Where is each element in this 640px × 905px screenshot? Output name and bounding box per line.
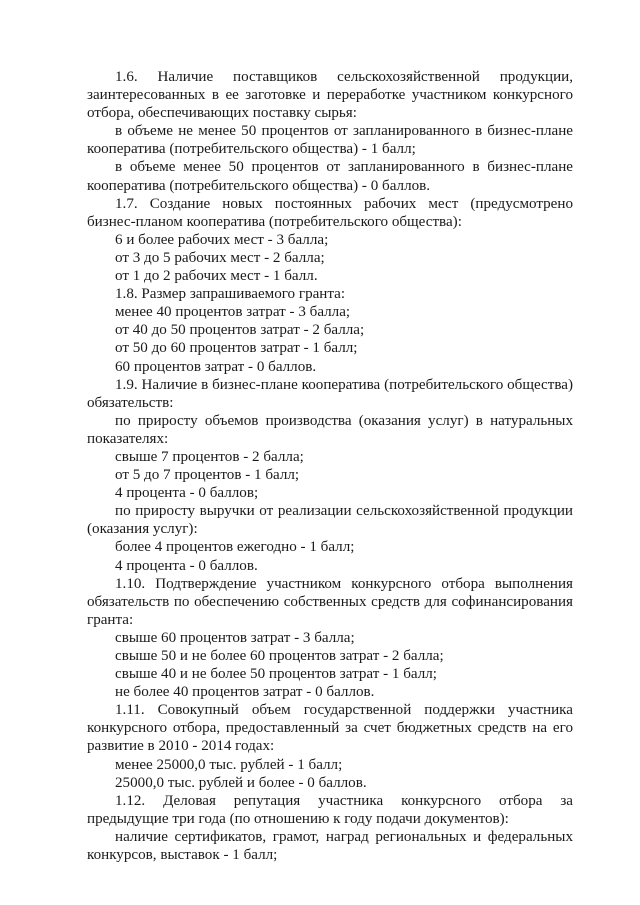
paragraph-1-9-item-2: от 5 до 7 процентов - 1 балл; [115,467,300,484]
paragraph-1-7-heading: 1.7. Создание новых постоянных рабочих мест (предусмотрено бизнес-планом кооператива (потребительского общества): [87,195,573,230]
paragraph-1-9-subheading-2: по приросту выручки от реализации сельскохозяйственной продукции (оказания услуг): [87,503,573,538]
paragraph-1-9-item-4: более 4 процентов ежегодно - 1 балл; [115,539,355,556]
paragraph-1-7-item-3: от 1 до 2 рабочих мест - 1 балл. [115,268,318,285]
document-page [87,68,573,864]
paragraph-1-9-item-3: 4 процента - 0 баллов; [115,485,259,502]
paragraph-1-11-item-2: 25000,0 тыс. рублей и более - 0 баллов. [115,774,367,791]
paragraph-1-10-item-4: не более 40 процентов затрат - 0 баллов. [115,684,375,701]
paragraph-1-9-heading: 1.9. Наличие в бизнес-плане кооператива (потребительского общества) обязательств: [87,376,573,411]
paragraph-1-8-item-1: менее 40 процентов затрат - 3 балла; [115,304,351,321]
paragraph-1-8-item-2: от 40 до 50 процентов затрат - 2 балла; [115,322,365,339]
paragraph-1-10-item-1: свыше 60 процентов затрат - 3 балла; [115,629,355,646]
paragraph-1-7-item-2: от 3 до 5 рабочих мест - 2 балла; [115,249,325,266]
paragraph-1-10-heading: 1.10. Подтверждение участником конкурсного отбора выполнения обязательств по обеспечению собственных средств для софинансирования гранта: [87,575,573,628]
paragraph-1-8-item-3: от 50 до 60 процентов затрат - 1 балл; [115,340,358,357]
paragraph-1-12-heading: 1.12. Деловая репутация участника конкурсного отбора за предыдущие три года (по отношению к году подачи документов): [87,792,573,827]
paragraph-1-8-heading: 1.8. Размер запрашиваемого гранта: [115,286,346,303]
paragraph-1-10-item-2: свыше 50 и не более 60 процентов затрат - 2 балла; [115,648,444,664]
paragraph-1-11-item-1: менее 25000,0 тыс. рублей - 1 балл; [115,756,343,773]
paragraph-1-9-item-5: 4 процента - 0 баллов. [115,557,258,574]
paragraph-1-6-item-1: в объеме не менее 50 процентов от запланированного в бизнес-плане кооператива (потребительского общества) - 1 балл; [87,123,573,158]
paragraph-1-12-item-1: наличие сертификатов, грамот, наград региональных и федеральных конкурсов, выставок - 1 балл; [87,828,573,864]
paragraph-1-10-item-3: свыше 40 и не более 50 процентов затрат - 1 балл; [115,666,437,683]
paragraph-1-6-item-2: в объеме менее 50 процентов от запланированного в бизнес-плане кооператива (потребительского общества) - 0 баллов. [87,159,573,194]
paragraph-1-11-heading: 1.11. Совокупный объем государственной поддержки участника конкурсного отбора, предоставленный за счет бюджетных средств на его развитие в 2010 - 2014 годах: [87,702,573,755]
paragraph-1-9-subheading-1: по приросту объемов производства (оказания услуг) в натуральных показателях: [87,412,573,447]
paragraph-1-9-item-1: свыше 7 процентов - 2 балла; [115,448,304,465]
paragraph-1-7-item-1: 6 и более рабочих мест - 3 балла; [115,231,329,248]
paragraph-1-6-heading: 1.6. Наличие поставщиков сельскохозяйственной продукции, заинтересованных в ее заготовке и переработке участником конкурсного отбора, обеспечивающих поставку сырья: [87,69,573,122]
paragraph-1-8-item-4: 60 процентов затрат - 0 баллов. [115,358,317,375]
